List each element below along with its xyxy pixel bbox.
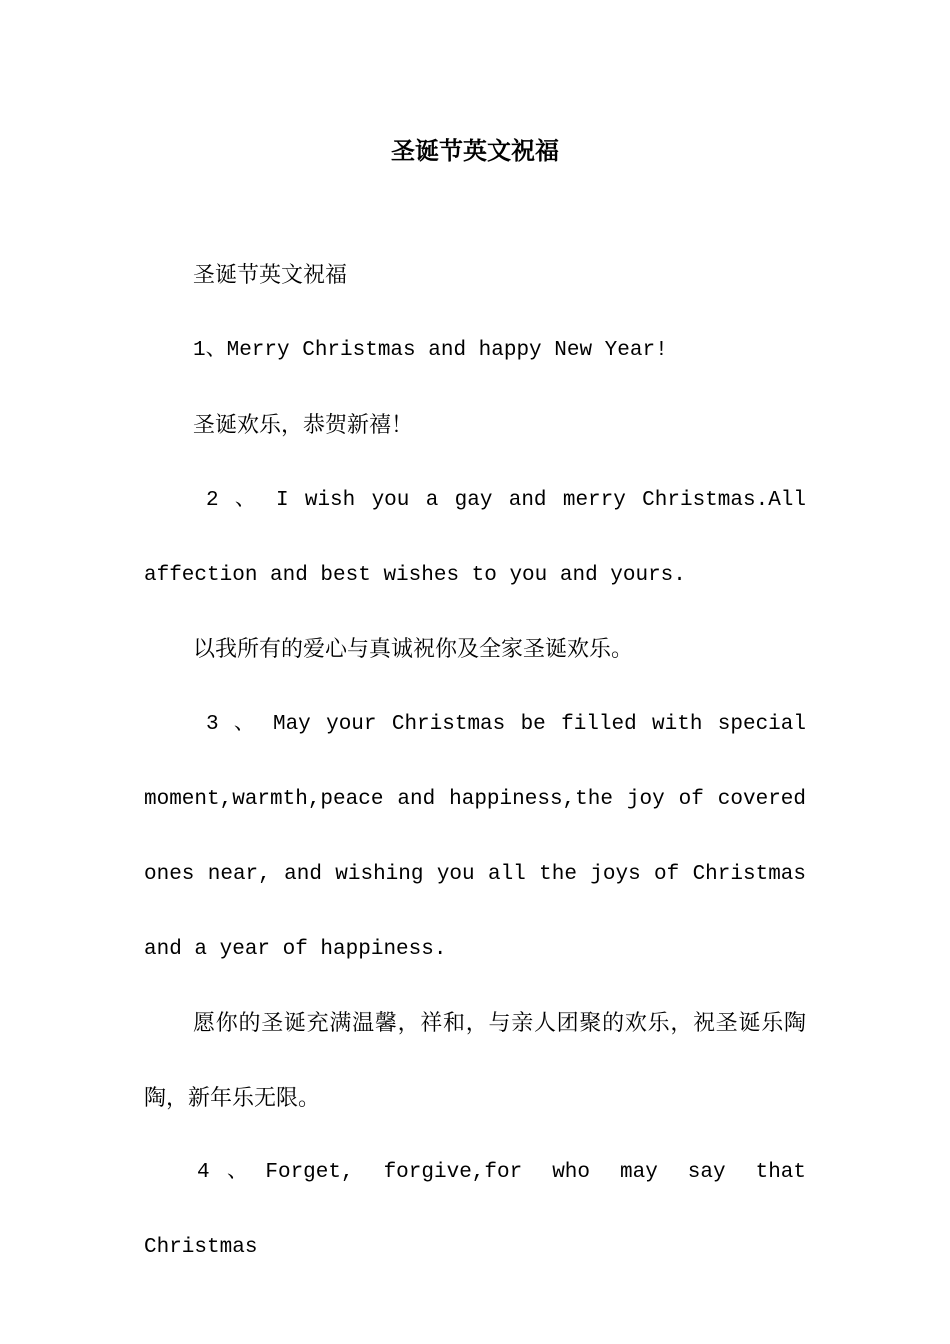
paragraph-wish-3-cn: 愿你的圣诞充满温馨，祥和，与亲人团聚的欢乐，祝圣诞乐陶陶，新年乐无限。 (144, 1011, 806, 1111)
paragraph-wish-3-en: 3 、 May your Christmas be filled with special moment,warmth,peace and happiness,the joy of covered ones near, and wishing you all the joys of Christmas and a year of happiness. (144, 713, 806, 961)
paragraph-wish-1-cn: 圣诞欢乐，恭贺新禧！ (193, 413, 414, 438)
paragraph-wish-1-en: 1、Merry Christmas and happy New Year! (193, 339, 668, 362)
page-title: 圣诞节英文祝福 (391, 136, 559, 165)
paragraph-subtitle: 圣诞节英文祝福 (193, 263, 348, 288)
paragraph-wish-4-en: 4、Forget, forgive,for who may say that Christmas (144, 1161, 806, 1259)
paragraph-wish-2-en: 2 、 I wish you a gay and merry Christmas.All affection and best wishes to you and yours. (144, 489, 806, 587)
paragraph-wish-2-cn: 以我所有的爱心与真诚祝你及全家圣诞欢乐。 (193, 637, 634, 662)
